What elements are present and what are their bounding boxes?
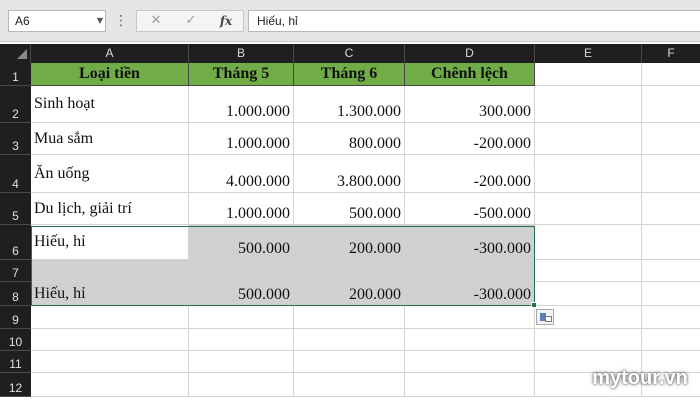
enter-icon[interactable]: ✓ <box>185 13 197 28</box>
empty-cell[interactable] <box>294 329 405 351</box>
empty-cell[interactable] <box>642 155 700 193</box>
table-cell[interactable]: 500.000 <box>189 225 294 260</box>
header-cell-thang-6[interactable]: Tháng 6 <box>294 63 405 86</box>
row-header[interactable]: 9 <box>0 306 31 329</box>
empty-cell[interactable] <box>535 155 642 193</box>
worksheet-grid[interactable] <box>0 44 700 405</box>
page-shape <box>545 316 552 322</box>
column-header-b[interactable]: B <box>189 44 294 63</box>
empty-cell[interactable] <box>294 373 405 397</box>
header-cell-thang-5[interactable]: Tháng 5 <box>189 63 294 86</box>
table-cell[interactable]: 200.000 <box>294 225 405 260</box>
table-cell[interactable] <box>189 260 294 282</box>
row-header[interactable]: 11 <box>0 351 31 373</box>
empty-cell[interactable] <box>535 86 642 123</box>
empty-cell[interactable] <box>642 225 700 260</box>
formula-bar <box>0 0 700 42</box>
row-header[interactable]: 5 <box>0 193 31 225</box>
formula-buttons <box>136 10 244 32</box>
empty-cell[interactable] <box>31 329 189 351</box>
column-header-f[interactable]: F <box>642 44 700 63</box>
table-cell[interactable]: 1.000.000 <box>189 86 294 123</box>
empty-cell[interactable] <box>405 329 535 351</box>
table-cell[interactable]: 3.800.000 <box>294 155 405 193</box>
column-header-c[interactable]: C <box>294 44 405 63</box>
empty-cell[interactable] <box>642 260 700 282</box>
empty-cell[interactable] <box>189 351 294 373</box>
table-cell[interactable]: 1.000.000 <box>189 193 294 225</box>
empty-cell[interactable] <box>642 193 700 225</box>
empty-cell[interactable] <box>31 306 189 329</box>
empty-cell[interactable] <box>535 193 642 225</box>
table-cell[interactable]: -500.000 <box>405 193 535 225</box>
table-cell[interactable]: 4.000.000 <box>189 155 294 193</box>
chevron-down-icon[interactable]: ▼ <box>96 16 104 25</box>
empty-cell[interactable] <box>31 373 189 397</box>
empty-cell[interactable] <box>405 373 535 397</box>
empty-cell[interactable] <box>535 63 642 86</box>
row-header[interactable]: 7 <box>0 260 31 282</box>
empty-cell[interactable] <box>642 123 700 155</box>
column-header-a[interactable]: A <box>31 44 189 63</box>
empty-cell[interactable] <box>642 282 700 306</box>
empty-cell[interactable] <box>294 306 405 329</box>
table-cell[interactable]: Sinh hoạt <box>31 86 189 123</box>
table-cell[interactable]: -300.000 <box>405 282 535 306</box>
empty-cell[interactable] <box>642 329 700 351</box>
empty-cell[interactable] <box>189 373 294 397</box>
name-box[interactable]: A6 <box>8 10 106 32</box>
table-cell[interactable] <box>405 260 535 282</box>
empty-cell[interactable] <box>405 306 535 329</box>
header-cell-chenh-lech[interactable]: Chênh lệch <box>405 63 535 86</box>
empty-cell[interactable] <box>189 306 294 329</box>
select-all-triangle-icon <box>17 49 27 59</box>
empty-cell[interactable] <box>294 351 405 373</box>
more-options-icon[interactable]: ⋮ <box>114 13 128 29</box>
table-cell[interactable]: -300.000 <box>405 225 535 260</box>
empty-cell[interactable] <box>535 260 642 282</box>
table-cell[interactable]: 500.000 <box>294 193 405 225</box>
table-cell[interactable]: Mua sắm <box>31 123 189 155</box>
row-header[interactable]: 4 <box>0 155 31 193</box>
empty-cell[interactable] <box>31 351 189 373</box>
table-cell[interactable] <box>294 260 405 282</box>
cancel-icon[interactable]: ✕ <box>150 13 162 28</box>
row-header[interactable]: 12 <box>0 373 31 397</box>
active-cell[interactable]: Hiếu, hỉ <box>31 225 189 260</box>
column-header-e[interactable]: E <box>535 44 642 63</box>
watermark-logo: mytour.vn <box>592 367 688 389</box>
empty-cell[interactable] <box>535 123 642 155</box>
fill-handle[interactable] <box>531 302 537 308</box>
empty-cell[interactable] <box>405 351 535 373</box>
empty-cell[interactable] <box>535 225 642 260</box>
table-cell[interactable]: Ăn uống <box>31 155 189 193</box>
empty-cell[interactable] <box>535 282 642 306</box>
row-header[interactable]: 1 <box>0 63 31 86</box>
header-cell-loai-tien[interactable]: Loại tiền <box>31 63 189 86</box>
empty-cell[interactable] <box>535 329 642 351</box>
insert-function-icon[interactable]: fx <box>219 14 233 28</box>
empty-cell[interactable] <box>189 329 294 351</box>
row-header[interactable]: 2 <box>0 86 31 123</box>
table-cell[interactable]: 300.000 <box>405 86 535 123</box>
formula-input[interactable]: Hiếu, hỉ <box>248 10 700 32</box>
select-all-button[interactable] <box>0 44 31 63</box>
table-cell[interactable]: 200.000 <box>294 282 405 306</box>
row-header[interactable]: 3 <box>0 123 31 155</box>
row-header[interactable]: 10 <box>0 329 31 351</box>
table-cell[interactable]: 1.300.000 <box>294 86 405 123</box>
table-cell[interactable]: -200.000 <box>405 155 535 193</box>
table-cell[interactable] <box>31 260 189 282</box>
empty-cell[interactable] <box>642 86 700 123</box>
table-cell[interactable]: Du lịch, giải trí <box>31 193 189 225</box>
row-header[interactable]: 8 <box>0 282 31 306</box>
row-header[interactable]: 6 <box>0 225 31 260</box>
empty-cell[interactable] <box>642 63 700 86</box>
empty-cell[interactable] <box>642 306 700 329</box>
column-header-d[interactable]: D <box>405 44 535 63</box>
table-cell[interactable]: 800.000 <box>294 123 405 155</box>
table-cell[interactable]: Hiếu, hỉ <box>31 282 189 306</box>
table-cell[interactable]: 1.000.000 <box>189 123 294 155</box>
paste-options-icon[interactable] <box>536 309 554 325</box>
table-cell[interactable]: -200.000 <box>405 123 535 155</box>
table-cell[interactable]: 500.000 <box>189 282 294 306</box>
